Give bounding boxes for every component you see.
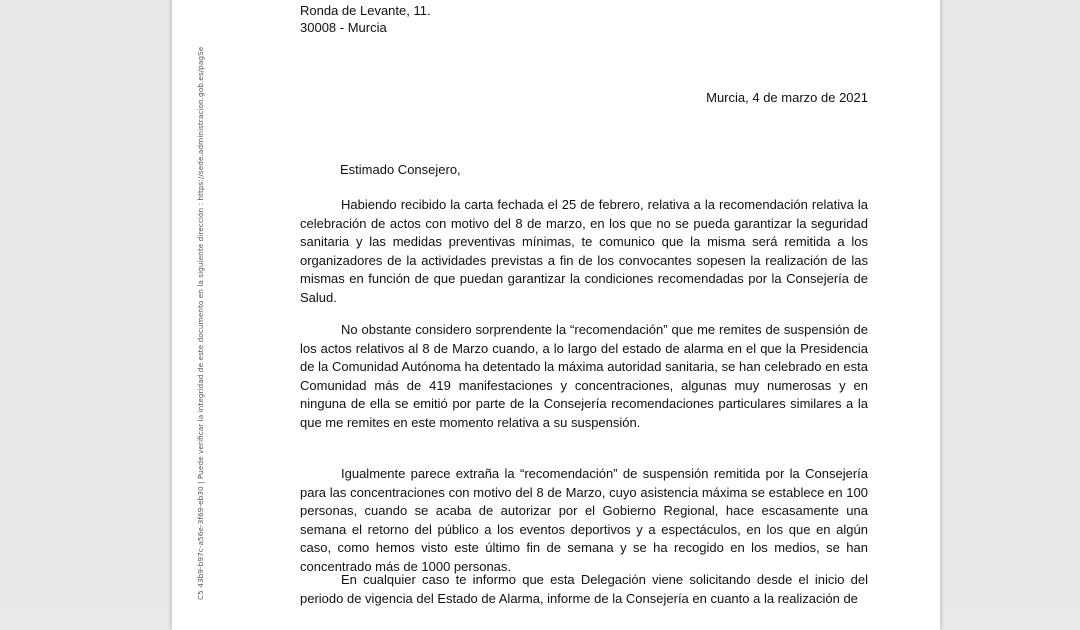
paragraph-1: Habiendo recibido la carta fechada el 25 de febrero, relativa a la recomendación relativa la celebración de actos con motivo del 8 de marzo, en los que no se pueda garantizar la seguridad sanitaria y las medidas preventivas mínimas, te comunico que la misma será remitida a los organizadores de la actividades previstas a fin de los convocantes sopesen la realización de las mismas en función de que puedan garantizar la condiciones recomendadas por la Consejería de Salud. xyxy=(300,197,868,305)
paragraph-4: En cualquier caso te informo que esta Delegación viene solicitando desde el inicio del periodo de vigencia del Estado de Alarma, informe de la Consejería en cuanto a la realización de xyxy=(300,572,868,606)
letter-date: Murcia, 4 de marzo de 2021 xyxy=(706,90,868,105)
verification-stamp xyxy=(196,0,208,607)
letter-greeting: Estimado Consejero, xyxy=(340,162,461,177)
paragraph-3: Igualmente parece extraña la “recomendación” de suspensión remitida por la Consejería para las concentraciones con motivo del 8 de Marzo, cuyo asistencia máxima se establece en 100 personas, cuando se acaba de autorizar por el Gobierno Regional, hace escasamente una semana el retorno del público a los eventos deportivos y a espectáculos, en los que en algún caso, como hemos visto este último fin de semana y se ha recogido en los medios, se han concentrado más de 1000 personas. xyxy=(300,466,868,574)
address-line-2: 30008 - Murcia xyxy=(300,20,387,35)
verification-stamp-text: C5 43b9-b97c-a56e-3f69-eb30 | Puede verificar la integridad de este documento en la siguiente dirección : https://sede.administracion.gob.es/pagSe xyxy=(196,46,205,600)
address-line-1: Ronda de Levante, 11. xyxy=(300,3,431,18)
paragraph-2: No obstante considero sorprendente la “recomendación” que me remites de suspensión de los actos relativos al 8 de Marzo cuando, a lo largo del estado de alarma en el que la Presidencia de la Comunidad Autónoma ha detentado la máxima autoridad sanitaria, se han celebrado en esta Comunidad más de 419 manifestaciones y concentraciones, algunas muy numerosas y en ninguna de ella se emitió por parte de la Consejería recomendaciones particulares similares a la que me remites en este momento relativa a su suspensión. xyxy=(300,322,868,430)
